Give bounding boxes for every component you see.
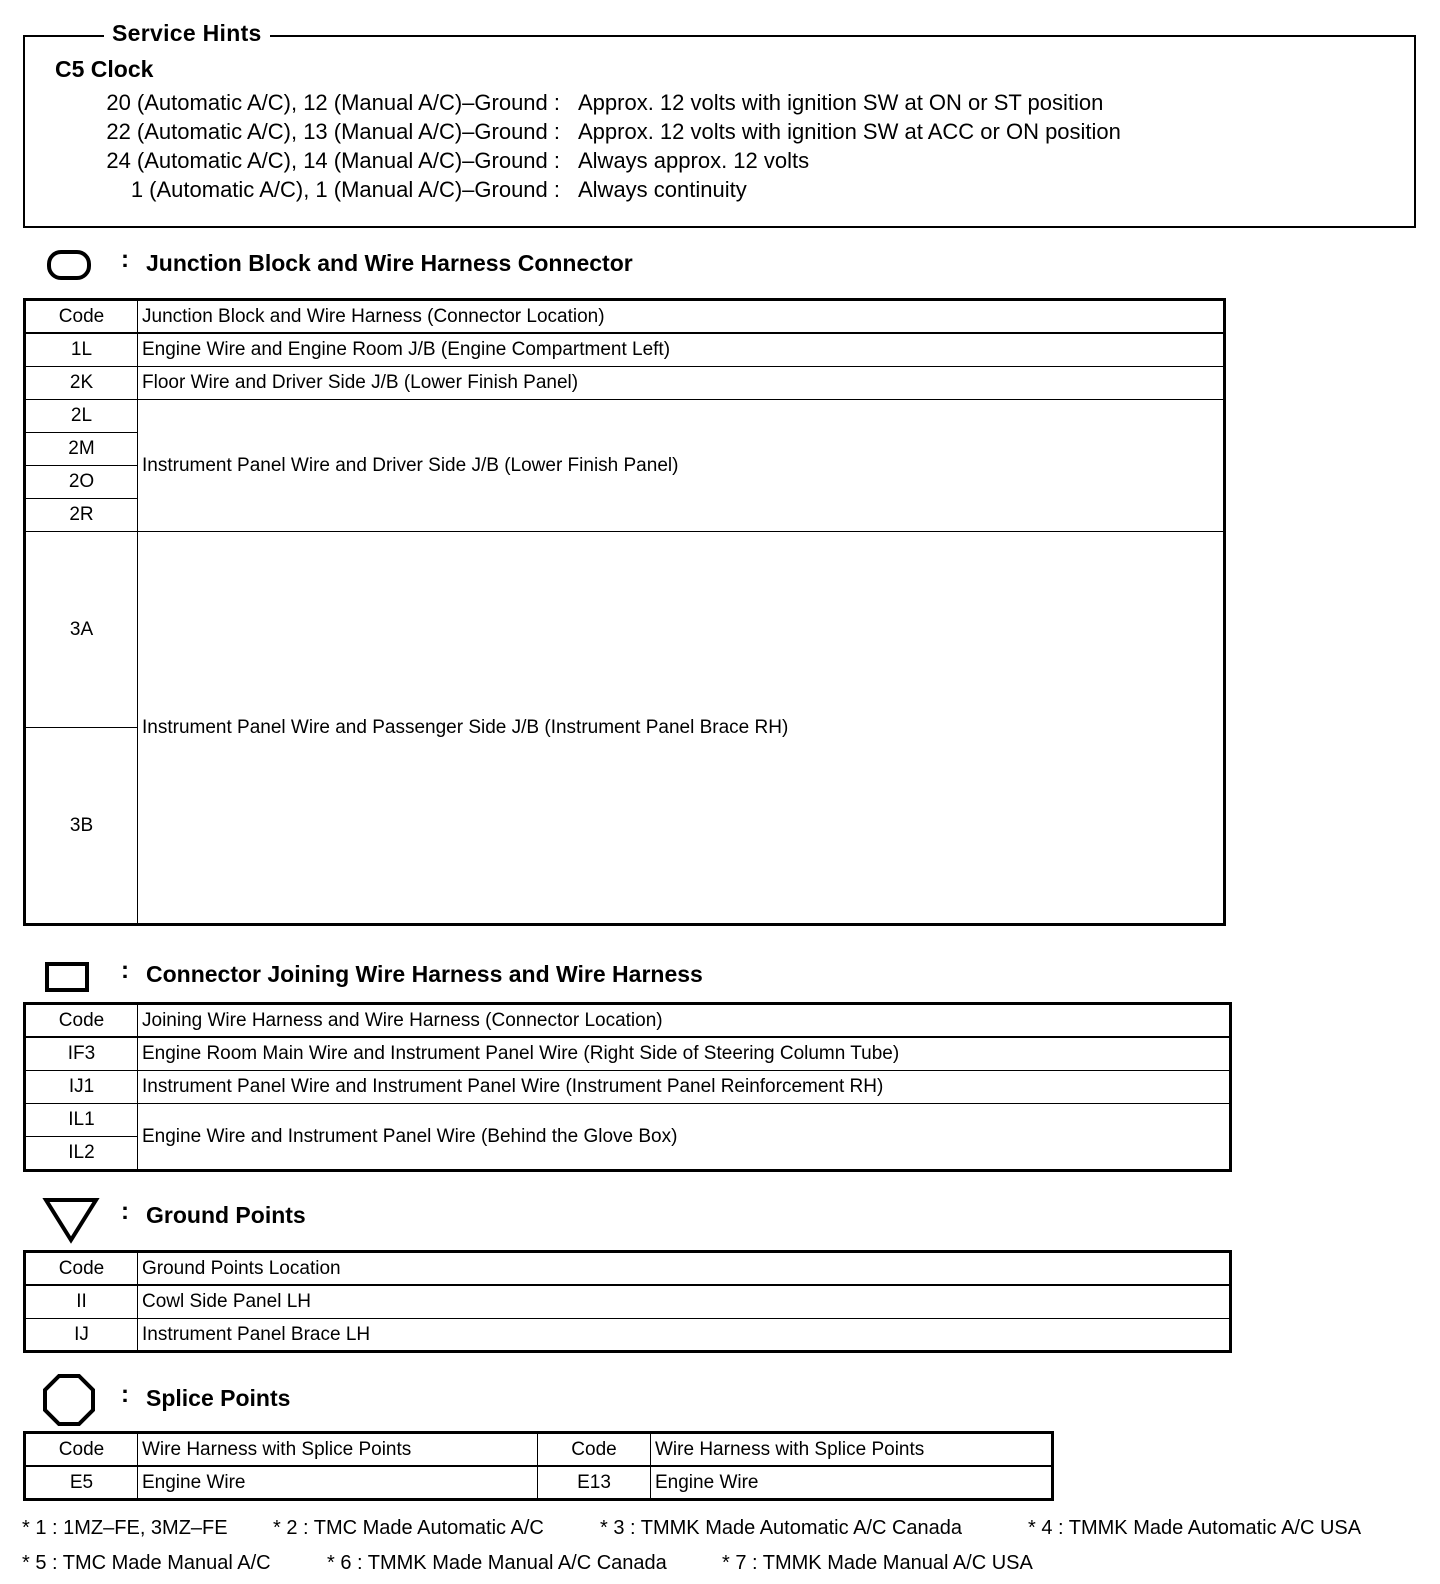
connector-colon: : [121, 957, 129, 984]
table-row [25, 532, 1225, 728]
row-code: IJ1 [25, 1071, 138, 1104]
header-code: Code [25, 1433, 138, 1467]
footnote-3: * 3 : TMMK Made Automatic A/C Canada [600, 1517, 963, 1539]
junction-colon: : [121, 246, 129, 273]
row-desc: Floor Wire and Driver Side J/B (Lower Finish Panel) [138, 367, 1225, 400]
service-hints-title: Service Hints [104, 20, 270, 47]
table-row [25, 333, 1225, 367]
table-row [25, 400, 1225, 433]
row-code: IL2 [25, 1137, 138, 1171]
row-code: IJ [25, 1319, 138, 1352]
octagon-icon [42, 1373, 96, 1427]
row-desc: Instrument Panel Wire and Passenger Side J/B (Instrument Panel Brace RH) [138, 532, 1225, 925]
hint-line-1-right: Approx. 12 volts with ignition SW at ON or ST position [578, 90, 1104, 115]
hint-line-4-left: 1 (Automatic A/C), 1 (Manual A/C)–Ground : [130, 177, 560, 202]
table-row [25, 1285, 1231, 1319]
splice-section-title: Splice Points [146, 1385, 291, 1411]
connector-section-title: Connector Joining Wire Harness and Wire Harness [146, 961, 703, 987]
row-code: 3B [25, 728, 138, 925]
header-code: Code [538, 1433, 651, 1467]
table-header-row [25, 1433, 1053, 1467]
row-desc: Engine Wire [651, 1466, 1053, 1500]
row-desc: Cowl Side Panel LH [138, 1285, 1231, 1319]
row-code: 1L [25, 333, 138, 367]
splice-colon: : [121, 1381, 129, 1408]
junction-table [23, 298, 1226, 926]
table-row [25, 1319, 1231, 1352]
row-code: IF3 [25, 1037, 138, 1071]
row-code: E13 [538, 1466, 651, 1500]
junction-section-title: Junction Block and Wire Harness Connector [146, 250, 633, 276]
header-desc: Joining Wire Harness and Wire Harness (Connector Location) [138, 1004, 1231, 1038]
row-code: 2O [25, 466, 138, 499]
table-row [25, 1466, 1053, 1500]
hint-line-4-right: Always continuity [578, 177, 747, 202]
table-row [25, 1104, 1231, 1137]
table-header-row [25, 1252, 1231, 1286]
row-code: 2R [25, 499, 138, 532]
row-desc: Engine Room Main Wire and Instrument Panel Wire (Right Side of Steering Column Tube) [138, 1037, 1231, 1071]
footnote-7: * 7 : TMMK Made Manual A/C USA [722, 1552, 1033, 1574]
footnote-6: * 6 : TMMK Made Manual A/C Canada [327, 1552, 667, 1574]
rounded-rect-icon [46, 249, 92, 281]
hint-line-2-right: Approx. 12 volts with ignition SW at ACC or ON position [578, 119, 1121, 144]
row-code: E5 [25, 1466, 138, 1500]
table-row [25, 1037, 1231, 1071]
footnote-2: * 2 : TMC Made Automatic A/C [273, 1517, 544, 1539]
header-desc: Ground Points Location [138, 1252, 1231, 1286]
row-code: IL1 [25, 1104, 138, 1137]
row-desc: Engine Wire and Engine Room J/B (Engine Compartment Left) [138, 333, 1225, 367]
ground-colon: : [121, 1198, 129, 1225]
header-code: Code [25, 1252, 138, 1286]
header-desc: Wire Harness with Splice Points [651, 1433, 1053, 1467]
row-desc: Instrument Panel Wire and Driver Side J/B (Lower Finish Panel) [138, 400, 1225, 532]
header-code: Code [25, 1004, 138, 1038]
table-row [25, 367, 1225, 400]
row-desc: Instrument Panel Brace LH [138, 1319, 1231, 1352]
hint-line-2-left: 22 (Automatic A/C), 13 (Manual A/C)–Ground : [106, 119, 560, 144]
ground-section-title: Ground Points [146, 1202, 306, 1228]
hint-line-3-left: 24 (Automatic A/C), 14 (Manual A/C)–Ground : [106, 148, 560, 173]
table-row [25, 1071, 1231, 1104]
footnote-4: * 4 : TMMK Made Automatic A/C USA [1028, 1517, 1362, 1539]
row-desc: Engine Wire and Instrument Panel Wire (Behind the Glove Box) [138, 1104, 1231, 1171]
service-hints-heading: C5 Clock [55, 56, 154, 82]
header-code: Code [25, 300, 138, 334]
inverted-triangle-icon [42, 1196, 100, 1244]
ground-table [23, 1250, 1232, 1353]
row-code: 2K [25, 367, 138, 400]
row-code: 3A [25, 532, 138, 728]
row-desc: Engine Wire [138, 1466, 538, 1500]
footnote-5: * 5 : TMC Made Manual A/C [22, 1552, 271, 1574]
row-code: 2L [25, 400, 138, 433]
row-code: II [25, 1285, 138, 1319]
row-code: 2M [25, 433, 138, 466]
table-header-row [25, 1004, 1231, 1038]
hint-line-3-right: Always approx. 12 volts [578, 148, 810, 173]
header-desc: Wire Harness with Splice Points [138, 1433, 538, 1467]
row-desc: Instrument Panel Wire and Instrument Panel Wire (Instrument Panel Reinforcement RH) [138, 1071, 1231, 1104]
header-desc: Junction Block and Wire Harness (Connector Location) [138, 300, 1225, 334]
connector-table [23, 1002, 1232, 1172]
footnote-1: * 1 : 1MZ–FE, 3MZ–FE [22, 1517, 228, 1539]
splice-table [23, 1431, 1054, 1501]
table-header-row [25, 300, 1225, 334]
hint-line-1-left: 20 (Automatic A/C), 12 (Manual A/C)–Ground : [106, 90, 560, 115]
square-icon [44, 961, 90, 993]
